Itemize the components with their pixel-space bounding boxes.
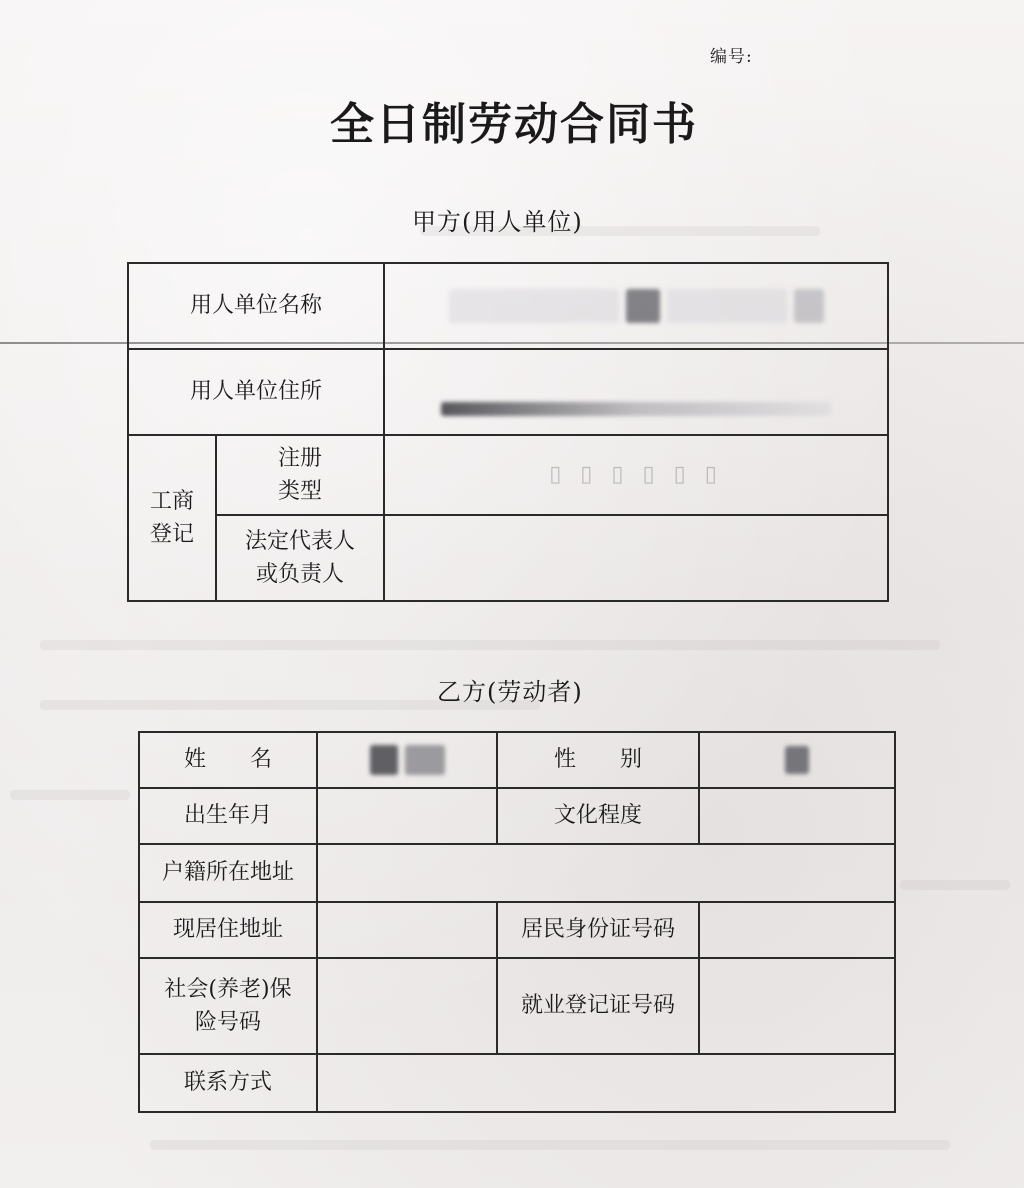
company-address-label: 用人单位住所 bbox=[128, 349, 384, 435]
redacted-value bbox=[449, 289, 619, 323]
redacted-value bbox=[667, 289, 787, 323]
table-row bbox=[139, 732, 895, 788]
party-a-table bbox=[127, 262, 889, 602]
redacted-value bbox=[626, 289, 660, 323]
party-a-heading: 甲方(用人单位) bbox=[412, 208, 583, 236]
company-name-value bbox=[384, 263, 888, 349]
redacted-value bbox=[785, 746, 809, 774]
gender-value bbox=[699, 732, 895, 788]
company-address-value bbox=[384, 349, 888, 435]
party-b-table bbox=[138, 731, 896, 1113]
name-value bbox=[317, 732, 497, 788]
table-row bbox=[139, 788, 895, 844]
legal-representative-text: 法定代表人或负责人 bbox=[244, 529, 355, 587]
current-address-value bbox=[317, 902, 497, 958]
social-insurance-label bbox=[139, 958, 317, 1054]
company-name-label: 用人单位名称 bbox=[128, 263, 384, 349]
show-through-text bbox=[40, 640, 940, 650]
gender-label: 性 别 bbox=[497, 732, 699, 788]
registration-type-label bbox=[216, 435, 384, 515]
party-b-heading: 乙方(劳动者) bbox=[437, 678, 583, 706]
redacted-value bbox=[441, 402, 831, 416]
business-registration-text: 工商登记 bbox=[149, 489, 194, 547]
faded-show-through-text: ▯ ▯ ▯ ▯ ▯ ▯ bbox=[549, 462, 723, 488]
registration-type-value bbox=[384, 435, 888, 515]
birth-date-label: 出生年月 bbox=[139, 788, 317, 844]
legal-representative-label bbox=[216, 515, 384, 601]
table-row bbox=[128, 349, 888, 435]
household-address-value bbox=[317, 844, 895, 902]
household-address-label: 户籍所在地址 bbox=[139, 844, 317, 902]
birth-date-value bbox=[317, 788, 497, 844]
table-row bbox=[139, 1054, 895, 1112]
redacted-value bbox=[794, 289, 824, 323]
table-row bbox=[139, 958, 895, 1054]
show-through-text bbox=[10, 790, 130, 800]
social-insurance-value bbox=[317, 958, 497, 1054]
registration-type-text: 注册类型 bbox=[277, 446, 322, 504]
education-value bbox=[699, 788, 895, 844]
employment-registration-value bbox=[699, 958, 895, 1054]
table-row bbox=[139, 844, 895, 902]
show-through-text bbox=[900, 880, 1010, 890]
education-label: 文化程度 bbox=[497, 788, 699, 844]
document-title: 全日制劳动合同书 bbox=[330, 99, 698, 150]
social-insurance-text: 社会(养老)保险号码 bbox=[164, 977, 292, 1035]
serial-number-label: 编号: bbox=[710, 47, 753, 67]
legal-representative-value bbox=[384, 515, 888, 601]
employment-registration-label: 就业登记证号码 bbox=[497, 958, 699, 1054]
business-registration-label bbox=[128, 435, 216, 601]
redacted-value bbox=[370, 745, 398, 775]
current-address-label: 现居住地址 bbox=[139, 902, 317, 958]
id-number-label: 居民身份证号码 bbox=[497, 902, 699, 958]
id-number-value bbox=[699, 902, 895, 958]
table-row bbox=[139, 902, 895, 958]
redacted-value bbox=[405, 745, 445, 775]
show-through-text bbox=[150, 1140, 950, 1150]
name-label: 姓 名 bbox=[139, 732, 317, 788]
table-row bbox=[128, 435, 888, 515]
table-row bbox=[128, 515, 888, 601]
contact-label: 联系方式 bbox=[139, 1054, 317, 1112]
contact-value bbox=[317, 1054, 895, 1112]
table-row bbox=[128, 263, 888, 349]
